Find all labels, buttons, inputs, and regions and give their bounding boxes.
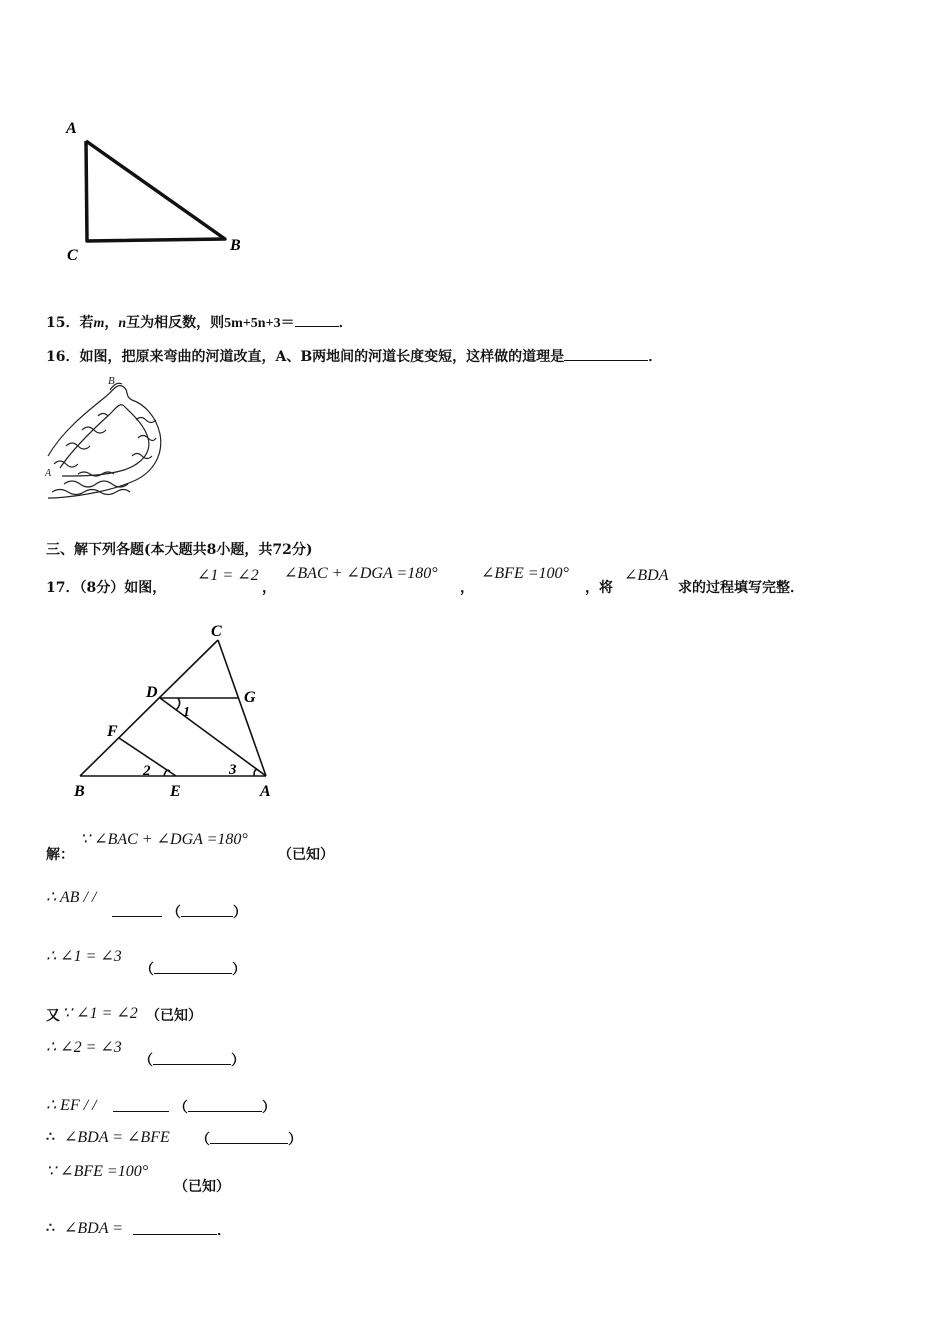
angle-arc-2 [164, 770, 170, 776]
solution-step-1-reason: （已知） [278, 847, 334, 863]
q15-text-pre: 若 [79, 315, 94, 331]
q17-cond-3: ∠BFE =100° [481, 565, 569, 582]
segment-ca [218, 640, 266, 776]
label-a: A [66, 120, 77, 137]
solution-step-2-fill [112, 902, 247, 922]
label-d: D [146, 684, 158, 701]
label-angle-3: 3 [229, 762, 237, 778]
river-hatch-2 [66, 443, 90, 449]
triangle-abc-outline [86, 141, 225, 241]
river-hatch-4 [98, 414, 108, 417]
label-b-q17: B [74, 783, 85, 800]
solution-step-3-fill [140, 959, 246, 979]
step-3-reason-blank[interactable] [154, 959, 232, 974]
step-9-answer-blank[interactable] [133, 1220, 217, 1235]
solution-step-7-therefore: ∴ [46, 1129, 55, 1145]
q15-sep: ， [104, 315, 119, 331]
q15-expression: 5m+5n+3＝ [224, 316, 295, 331]
angle-arc-1 [176, 698, 180, 710]
segment-bc [80, 640, 218, 776]
solution-step-3-expr: ∴ ∠1 = ∠3 [46, 948, 122, 965]
river-hatch-7 [132, 454, 152, 459]
solution-step-5-expr: ∴ ∠2 = ∠3 [46, 1039, 122, 1056]
solution-step-8-expr: ∵ ∠BFE =100° [46, 1163, 149, 1180]
step-7-close: ） [288, 1132, 302, 1148]
label-angle-1: 1 [183, 705, 190, 720]
solution-step-6-fill [113, 1097, 276, 1117]
river-hatch-1 [54, 461, 78, 467]
q17-jiang: ，将 [585, 580, 613, 596]
q17-number: 17． [46, 580, 80, 596]
q16-text: 如图，把原来弯曲的河道改直，A、B两地间的河道长度变短，这样做的道理是 [79, 349, 565, 365]
q15-end: ． [338, 315, 353, 331]
step-5-reason-blank[interactable] [153, 1050, 231, 1065]
question-16 [46, 346, 662, 366]
river-label-a: A [45, 468, 52, 479]
q16-answer-blank[interactable] [564, 346, 648, 361]
step-2-reason-blank[interactable] [181, 902, 233, 917]
q15-number: 15． [46, 315, 80, 331]
q17-cond-1: ∠1 = ∠2 [197, 567, 259, 584]
q15-var-m: m [93, 316, 105, 331]
step-6-close: ） [261, 1100, 276, 1116]
solution-step-9-fill [133, 1220, 231, 1240]
step-2-close: ） [232, 905, 247, 921]
step-7-reason-blank[interactable] [210, 1129, 288, 1144]
step-5-close: ） [231, 1053, 245, 1069]
q17-cond-2: ∠BAC + ∠DGA =180° [284, 565, 438, 582]
step-9-end: ． [217, 1223, 231, 1239]
step-6-reason-blank[interactable] [188, 1097, 262, 1112]
label-e: E [170, 783, 181, 800]
step-5-open: （ [139, 1053, 153, 1069]
label-g: G [244, 689, 256, 706]
label-c: C [67, 247, 78, 264]
triangle-figure-q17 [72, 620, 292, 805]
solution-jie: 解： [46, 847, 74, 863]
solution-step-8-reason: （已知） [174, 1179, 230, 1195]
river-hatch-3 [82, 427, 106, 433]
solution-step-6-expr: ∴ EF / / [46, 1097, 97, 1114]
step-3-close: ） [232, 962, 246, 978]
q17-comma-2: ， [460, 580, 474, 596]
solution-step-4-reason: （已知） [146, 1008, 202, 1024]
solution-step-2-expr: ∴ AB / / [46, 889, 97, 906]
question-15 [46, 312, 353, 332]
step-3-open: （ [140, 962, 154, 978]
question-17 [46, 577, 166, 597]
q17-points: （8分） [79, 580, 125, 596]
q17-target: ∠BDA [624, 567, 669, 584]
q16-number: 16． [46, 349, 80, 365]
label-c-q17: C [211, 623, 222, 640]
section-3-heading: 三、解下列各题(本大题共8小题，共72分) [46, 542, 313, 558]
label-b: B [230, 237, 241, 254]
river-label-b: B [108, 375, 115, 387]
solution-step-7-expr: ∠BDA = ∠BFE [64, 1129, 170, 1146]
label-a-q17: A [260, 783, 271, 800]
q17-comma-1: ， [262, 580, 276, 596]
q17-intro: 如图， [124, 580, 167, 596]
solution-step-7-fill [196, 1129, 302, 1149]
q15-answer-blank[interactable] [295, 312, 339, 327]
triangle-abc-figure [60, 118, 260, 268]
q15-text-mid: 互为相反数，则 [126, 315, 225, 331]
river-bank-inner [60, 405, 149, 476]
step-7-open: （ [196, 1132, 210, 1148]
river-figure [44, 372, 164, 507]
q17-tail: 求的过程填写完整． [678, 580, 804, 596]
solution-step-1-expr: ∵ ∠BAC + ∠DGA =180° [80, 831, 248, 848]
label-f: F [107, 723, 118, 740]
q16-end: ． [648, 349, 663, 365]
solution-step-9-therefore: ∴ [46, 1220, 55, 1236]
solution-step-4-you: 又 [46, 1008, 60, 1024]
label-angle-2: 2 [143, 763, 151, 779]
river-hatch-8 [64, 481, 128, 487]
solution-step-9-expr: ∠BDA = [64, 1220, 124, 1237]
solution-step-4-expr: ∵ ∠1 = ∠2 [62, 1005, 138, 1022]
angle-arc-3 [254, 770, 258, 776]
step-2-open: （ [166, 905, 181, 921]
solution-step-5-fill [139, 1050, 245, 1070]
step-6-open: （ [173, 1100, 188, 1116]
step-2-line-blank[interactable] [112, 902, 162, 917]
q15-var-n: n [118, 316, 127, 331]
step-6-line-blank[interactable] [113, 1097, 169, 1112]
